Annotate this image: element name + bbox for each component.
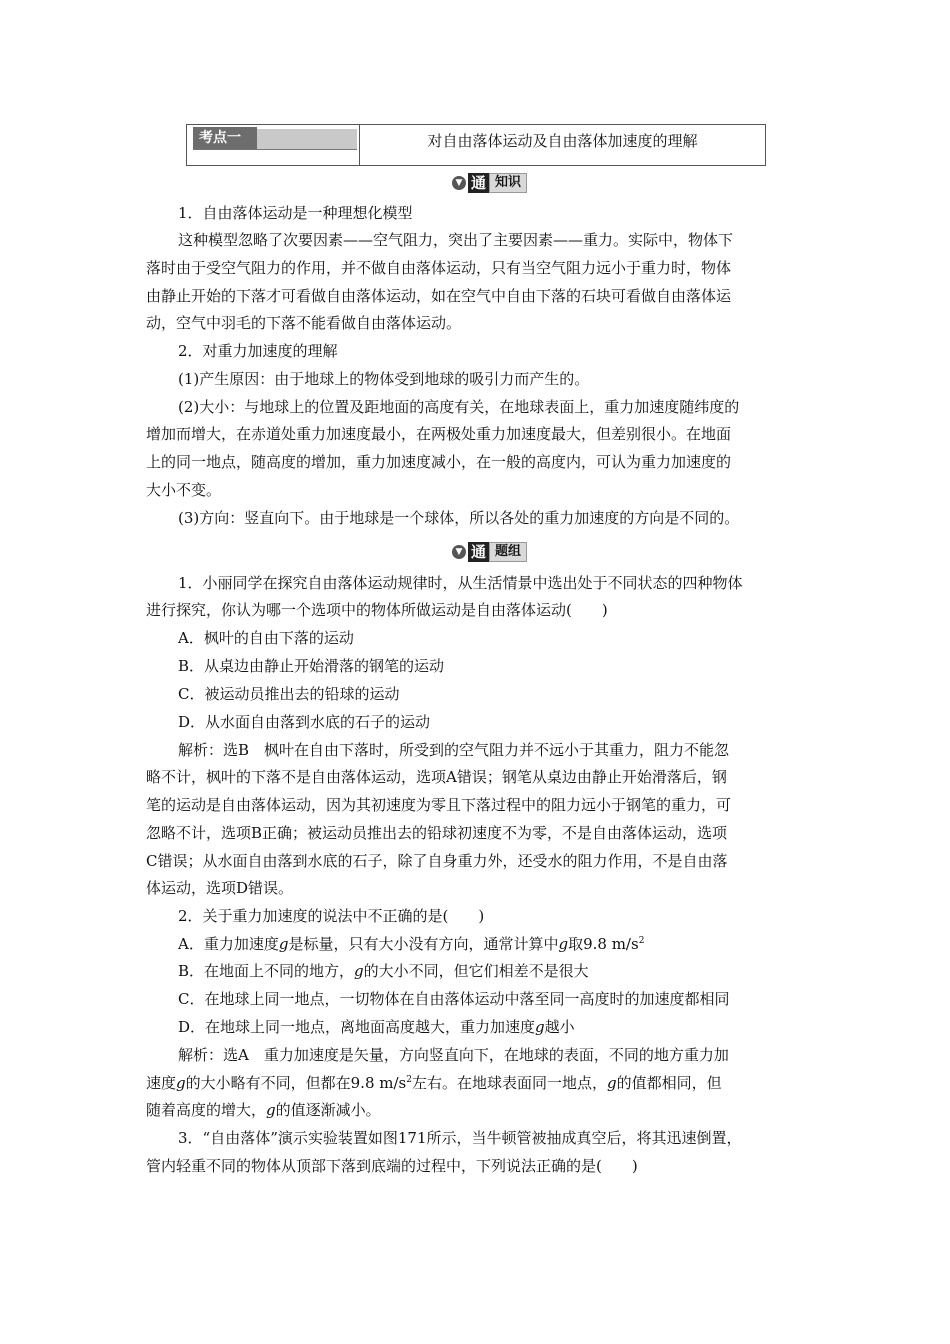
questions-badge bbox=[452, 541, 527, 563]
symbol-g: g bbox=[354, 962, 364, 980]
paragraph-line: 动，空气中羽毛的下落不能看做自由落体运动。 bbox=[146, 314, 462, 332]
paragraph-line: 1．自由落体运动是一种理想化模型 bbox=[178, 204, 413, 222]
option-a: A．枫叶的自由下落的运动 bbox=[178, 629, 354, 647]
header-rule bbox=[193, 149, 357, 150]
paragraph-line: (2)大小：与地球上的位置及距地面的高度有关，在地球表面上，重力加速度随纬度的 bbox=[178, 398, 740, 416]
question-line: 进行探究，你认为哪一个选项中的物体所做运动是自由落体运动( ) bbox=[146, 601, 608, 619]
solution-line bbox=[146, 1100, 381, 1120]
paragraph-line: 增加而增大，在赤道处重力加速度最小，在两极处重力加速度最大，但差别很小。在地面 bbox=[146, 425, 732, 443]
solution-line: C错误；从水面自由落到水底的石子，除了自身重力外，还受水的阻力作用，不是自由落 bbox=[146, 852, 728, 870]
option-c: C．被运动员推出去的铅球的运动 bbox=[178, 685, 400, 703]
paragraph-line: 大小不变。 bbox=[146, 481, 222, 499]
option-d bbox=[178, 1017, 575, 1037]
option-c: C．在地球上同一地点，一切物体在自由落体运动中落至同一高度时的加速度都相同 bbox=[178, 990, 730, 1008]
question-line: 2．关于重力加速度的说法中不正确的是( ) bbox=[178, 907, 485, 925]
text: 取9.8 m/s bbox=[568, 935, 639, 953]
solution-line: 忽略不计，选项B正确；被运动员推出去的铅球初速度不为零，不是自由落体运动，选项 bbox=[146, 824, 728, 842]
symbol-g: g bbox=[278, 935, 289, 953]
badge-main: 通 bbox=[468, 173, 489, 193]
option-b bbox=[178, 961, 589, 981]
solution-line: 略不计，枫叶的下落不是自由落体运动，选项A错误；钢笔从桌边由静止开始滑落后，钢 bbox=[146, 768, 727, 786]
text: D．在地球上同一地点，离地面高度越大，重力加速度 bbox=[178, 1018, 536, 1036]
question-line: 3．“自由落体”演示实验装置如图171所示，当牛顿管被抽成真空后，将其迅速倒置， bbox=[178, 1129, 742, 1147]
solution-line: 解析：选A 重力加速度是矢量，方向竖直向下，在地球的表面，不同的地方重力加 bbox=[178, 1046, 729, 1064]
section-header bbox=[186, 124, 766, 166]
paragraph-line: (1)产生原因：由于地球上的物体受到地球的吸引力而产生的。 bbox=[178, 370, 590, 388]
chevron-down-icon: ▼ bbox=[452, 176, 466, 190]
paragraph-line: 这种模型忽略了次要因素——空气阻力，突出了主要因素——重力。实际中，物体下 bbox=[178, 231, 734, 249]
question-line: 1．小丽同学在探究自由落体运动规律时，从生活情景中选出处于不同状态的四种物体 bbox=[178, 574, 743, 592]
chevron-down-icon: ▼ bbox=[452, 545, 466, 559]
header-tag-band bbox=[257, 129, 357, 149]
text: 左右。在地球表面同一地点， bbox=[411, 1074, 607, 1092]
paragraph-line: (3)方向：竖直向下。由于地球是一个球体，所以各处的重力加速度的方向是不同的。 bbox=[178, 509, 740, 527]
badge-main: 通 bbox=[468, 542, 489, 562]
symbol-g: g bbox=[558, 935, 569, 953]
text: 速度 bbox=[146, 1074, 177, 1092]
symbol-g: g bbox=[606, 1074, 617, 1092]
symbol-g: g bbox=[535, 1018, 545, 1036]
option-a bbox=[178, 934, 644, 954]
paragraph-line: 上的同一地点，随高度的增加，重力加速度减小，在一般的高度内，可认为重力加速度的 bbox=[146, 453, 732, 471]
symbol-g: g bbox=[266, 1101, 276, 1119]
solution-line bbox=[146, 1073, 722, 1093]
paragraph-line: 由静止开始的下落才可看做自由落体运动，如在空气中自由下落的石块可看做自由落体运 bbox=[146, 287, 732, 305]
solution-line: 解析：选B 枫叶在自由下落时，所受到的空气阻力并不远小于其重力，阻力不能忽 bbox=[178, 741, 730, 759]
question-line: 管内轻重不同的物体从顶部下落到底端的过程中，下列说法正确的是( ) bbox=[146, 1157, 638, 1175]
solution-line: 笔的运动是自由落体运动，因为其初速度为零且下落过程中的阻力远小于钢笔的重力，可 bbox=[146, 796, 732, 814]
badge-label: 题组 bbox=[489, 542, 527, 562]
text: 是标量，只有大小没有方向，通常计算中 bbox=[288, 935, 559, 953]
section-title: 对自由落体运动及自由落体加速度的理解 bbox=[427, 132, 698, 150]
option-b: B．从桌边由静止开始滑落的钢笔的运动 bbox=[178, 657, 445, 675]
paragraph-line: 落时由于受空气阻力的作用，并不做自由落体运动，只有当空气阻力远小于重力时，物体 bbox=[146, 259, 732, 277]
text: A．重力加速度 bbox=[178, 935, 279, 953]
knowledge-badge bbox=[452, 172, 527, 194]
superscript: 2 bbox=[638, 936, 645, 946]
paragraph-line: 2．对重力加速度的理解 bbox=[178, 342, 338, 360]
text: 随着高度的增大， bbox=[146, 1101, 267, 1119]
text: 的大小略有不同，但都在9.8 m/s bbox=[185, 1074, 407, 1092]
text: 的值逐渐减小。 bbox=[275, 1101, 381, 1119]
text: 的值都相同，但 bbox=[616, 1074, 722, 1092]
solution-line: 体运动，选项D错误。 bbox=[146, 879, 294, 897]
superscript: 2 bbox=[406, 1075, 412, 1085]
badge-label: 知识 bbox=[489, 173, 527, 193]
option-d: D．从水面自由落到水底的石子的运动 bbox=[178, 713, 431, 731]
text: B．在地面上不同的地方， bbox=[178, 962, 355, 980]
text: 越小 bbox=[544, 1018, 575, 1036]
text: 的大小不同，但它们相差不是很大 bbox=[363, 962, 589, 980]
section-tag: 考点一 bbox=[193, 127, 257, 149]
symbol-g: g bbox=[176, 1074, 186, 1092]
